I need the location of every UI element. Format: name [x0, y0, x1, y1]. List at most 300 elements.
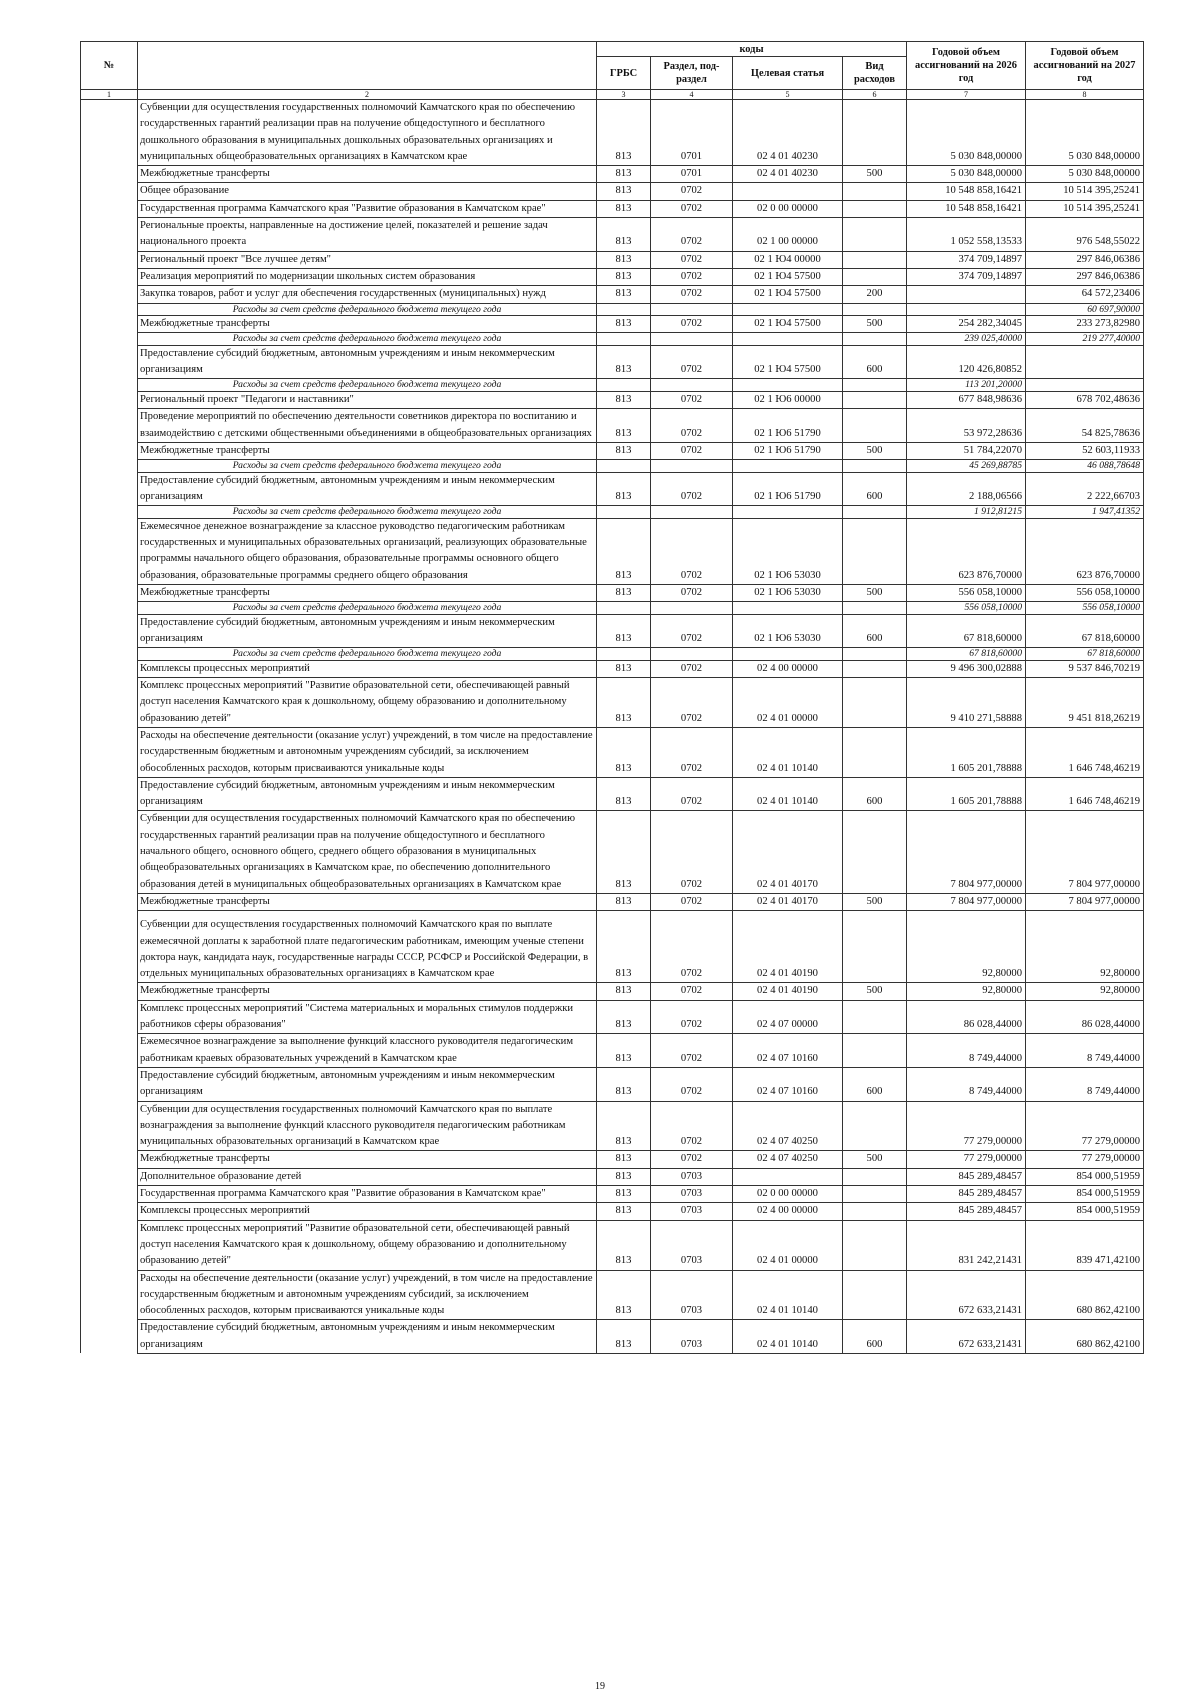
amount-2027: 8 749,44000 — [1026, 1034, 1144, 1068]
table-row — [81, 678, 1144, 728]
num-cell — [81, 1320, 138, 1354]
grbs-code: 813 — [597, 166, 651, 183]
amount-2027: 219 277,40000 — [1026, 333, 1144, 346]
section-code: 0702 — [651, 218, 733, 252]
table-row — [81, 409, 1144, 443]
expense-name: Субвенции для осуществления государственных полномочий Камчатского края по обеспечению государственных гарантий реализации прав на получение общедоступного и бесплатного дошкольного образования в муниципальных дошкольных образовательных организациях и муниципальных общеобразовательных организациях в Камчатском крае — [138, 100, 597, 166]
expense-type-code — [843, 100, 907, 166]
amount-2026: 845 289,48457 — [907, 1168, 1026, 1185]
amount-2026: 51 784,22070 — [907, 442, 1026, 459]
column-number: 4 — [651, 90, 733, 100]
target-article-code: 02 1 Ю4 57500 — [733, 316, 843, 333]
grbs-code — [597, 333, 651, 346]
amount-2026: 831 242,21431 — [907, 1220, 1026, 1270]
amount-2027: 54 825,78636 — [1026, 409, 1144, 443]
target-article-code: 02 4 07 40250 — [733, 1151, 843, 1168]
num-cell — [81, 460, 138, 473]
amount-2027: 1 646 748,46219 — [1026, 728, 1144, 778]
amount-2026: 374 709,14897 — [907, 251, 1026, 268]
section-code: 0702 — [651, 678, 733, 728]
section-code: 0702 — [651, 200, 733, 217]
amount-2027: 10 514 395,25241 — [1026, 200, 1144, 217]
expense-name: Государственная программа Камчатского края "Развитие образования в Камчатском крае" — [138, 200, 597, 217]
amount-2026: 9 410 271,58888 — [907, 678, 1026, 728]
table-row — [81, 1101, 1144, 1151]
amount-2026: 10 548 858,16421 — [907, 200, 1026, 217]
expense-type-code: 500 — [843, 166, 907, 183]
amount-2026: 67 818,60000 — [907, 648, 1026, 661]
expense-type-code — [843, 303, 907, 316]
grbs-code: 813 — [597, 409, 651, 443]
expense-name: Предоставление субсидий бюджетным, автономным учреждениям и иным некоммерческим организациям — [138, 1320, 597, 1354]
amount-2027: 86 028,44000 — [1026, 1000, 1144, 1034]
target-article-code: 02 4 01 10140 — [733, 777, 843, 811]
expense-type-code — [843, 218, 907, 252]
grbs-code: 813 — [597, 518, 651, 584]
amount-2027: 680 862,42100 — [1026, 1270, 1144, 1320]
expense-type-code: 500 — [843, 442, 907, 459]
amount-2026: 1 605 201,78888 — [907, 777, 1026, 811]
header-section: Раздел, под-раздел — [651, 57, 733, 90]
num-cell — [81, 100, 138, 166]
column-number: 7 — [907, 90, 1026, 100]
target-article-code — [733, 333, 843, 346]
expense-name: Региональный проект "Педагоги и наставники" — [138, 391, 597, 408]
expense-type-code: 500 — [843, 893, 907, 910]
target-article-code: 02 4 01 00000 — [733, 1220, 843, 1270]
expense-name: Реализация мероприятий по модернизации школьных систем образования — [138, 268, 597, 285]
expense-name: Региональные проекты, направленные на достижение целей, показателей и решение задач национального проекта — [138, 218, 597, 252]
expense-type-code — [843, 183, 907, 200]
amount-2027: 854 000,51959 — [1026, 1168, 1144, 1185]
table-body — [81, 100, 1144, 1354]
target-article-code: 02 1 Ю6 53030 — [733, 518, 843, 584]
expense-type-code — [843, 917, 907, 983]
table-row — [81, 1000, 1144, 1034]
target-article-code — [733, 460, 843, 473]
target-article-code: 02 1 Ю6 53030 — [733, 584, 843, 601]
expense-name: Расходы на обеспечение деятельности (оказание услуг) учреждений, в том числе на предоставление государственным бюджетным и автономным учреждениям субсидий, за исключением обособленных расходов, которым присваиваются уникальные коды — [138, 1270, 597, 1320]
section-code: 0702 — [651, 316, 733, 333]
expense-type-code — [843, 391, 907, 408]
amount-2026: 1 912,81215 — [907, 506, 1026, 519]
amount-2027: 678 702,48636 — [1026, 391, 1144, 408]
table-row — [81, 983, 1144, 1000]
amount-2027: 680 862,42100 — [1026, 1320, 1144, 1354]
table-row — [81, 200, 1144, 217]
header-codes: коды — [597, 42, 907, 57]
table-row — [81, 218, 1144, 252]
table-row — [81, 728, 1144, 778]
amount-2026: 556 058,10000 — [907, 602, 1026, 615]
num-cell — [81, 983, 138, 1000]
amount-2026 — [907, 286, 1026, 303]
section-code: 0702 — [651, 391, 733, 408]
amount-2026: 7 804 977,00000 — [907, 893, 1026, 910]
expense-type-code — [843, 200, 907, 217]
section-code: 0702 — [651, 345, 733, 379]
grbs-code: 813 — [597, 100, 651, 166]
amount-2027 — [1026, 345, 1144, 379]
amount-2027: 233 273,82980 — [1026, 316, 1144, 333]
header-vid: Вид расходов — [843, 57, 907, 90]
section-code: 0703 — [651, 1168, 733, 1185]
section-code: 0702 — [651, 268, 733, 285]
federal-budget-subrow — [81, 648, 1144, 661]
num-cell — [81, 602, 138, 615]
federal-budget-subrow — [81, 506, 1144, 519]
section-code: 0701 — [651, 166, 733, 183]
table-row — [81, 1203, 1144, 1220]
amount-2026: 623 876,70000 — [907, 518, 1026, 584]
expense-name: Межбюджетные трансферты — [138, 442, 597, 459]
expense-name: Расходы за счет средств федерального бюджета текущего года — [138, 602, 597, 615]
grbs-code — [597, 506, 651, 519]
num-cell — [81, 1067, 138, 1101]
target-article-code: 02 1 Ю6 51790 — [733, 472, 843, 506]
num-cell — [81, 893, 138, 910]
amount-2027: 10 514 395,25241 — [1026, 183, 1144, 200]
target-article-code — [733, 379, 843, 392]
target-article-code: 02 0 00 00000 — [733, 1186, 843, 1203]
expense-type-code: 600 — [843, 1067, 907, 1101]
amount-2027: 556 058,10000 — [1026, 602, 1144, 615]
expense-type-code: 600 — [843, 614, 907, 648]
table-row — [81, 286, 1144, 303]
section-code: 0702 — [651, 811, 733, 893]
expense-type-code — [843, 460, 907, 473]
target-article-code: 02 4 01 40190 — [733, 983, 843, 1000]
amount-2027: 7 804 977,00000 — [1026, 811, 1144, 893]
amount-2026: 677 848,98636 — [907, 391, 1026, 408]
expense-type-code: 600 — [843, 777, 907, 811]
grbs-code: 813 — [597, 1168, 651, 1185]
target-article-code: 02 1 Ю4 57500 — [733, 268, 843, 285]
section-code: 0702 — [651, 1034, 733, 1068]
num-cell — [81, 1220, 138, 1270]
amount-2027: 92,80000 — [1026, 983, 1144, 1000]
amount-2026: 7 804 977,00000 — [907, 811, 1026, 893]
section-code — [651, 303, 733, 316]
section-code — [651, 379, 733, 392]
amount-2027: 1 947,41352 — [1026, 506, 1144, 519]
grbs-code: 813 — [597, 1067, 651, 1101]
expense-type-code: 500 — [843, 983, 907, 1000]
num-cell — [81, 200, 138, 217]
expense-type-code — [843, 1203, 907, 1220]
target-article-code: 02 4 07 40250 — [733, 1101, 843, 1151]
target-article-code: 02 4 00 00000 — [733, 1203, 843, 1220]
header-name — [138, 42, 597, 90]
expense-name: Межбюджетные трансферты — [138, 166, 597, 183]
amount-2026: 845 289,48457 — [907, 1186, 1026, 1203]
num-cell — [81, 614, 138, 648]
section-code: 0703 — [651, 1203, 733, 1220]
section-code: 0702 — [651, 1151, 733, 1168]
amount-2026: 672 633,21431 — [907, 1320, 1026, 1354]
section-code: 0702 — [651, 1067, 733, 1101]
expense-name: Ежемесячное денежное вознаграждение за классное руководство педагогическим работникам государственных и муниципальных образовательных организаций, реализующих образовательные программы начального общего образования, образовательные программы основного общего образования, образовательные программы среднего общего образования — [138, 518, 597, 584]
amount-2027: 77 279,00000 — [1026, 1151, 1144, 1168]
amount-2026: 10 548 858,16421 — [907, 183, 1026, 200]
target-article-code: 02 1 Ю6 00000 — [733, 391, 843, 408]
target-article-code: 02 1 Ю4 57500 — [733, 345, 843, 379]
expense-name: Комплексы процессных мероприятий — [138, 660, 597, 677]
grbs-code: 813 — [597, 1034, 651, 1068]
amount-2027: 5 030 848,00000 — [1026, 100, 1144, 166]
amount-2027: 839 471,42100 — [1026, 1220, 1144, 1270]
table-row — [81, 1151, 1144, 1168]
amount-2026: 86 028,44000 — [907, 1000, 1026, 1034]
expense-name: Расходы за счет средств федерального бюджета текущего года — [138, 379, 597, 392]
section-code: 0702 — [651, 1000, 733, 1034]
target-article-code: 02 4 07 00000 — [733, 1000, 843, 1034]
section-code: 0702 — [651, 409, 733, 443]
expense-name: Расходы за счет средств федерального бюджета текущего года — [138, 333, 597, 346]
grbs-code: 813 — [597, 584, 651, 601]
grbs-code: 813 — [597, 777, 651, 811]
target-article-code: 02 4 01 10140 — [733, 728, 843, 778]
expense-name: Общее образование — [138, 183, 597, 200]
expense-type-code — [843, 1034, 907, 1068]
column-number: 2 — [138, 90, 597, 100]
target-article-code: 02 4 01 40170 — [733, 811, 843, 893]
target-article-code: 02 4 07 10160 — [733, 1034, 843, 1068]
column-numbers-row — [81, 90, 1144, 100]
federal-budget-subrow — [81, 303, 1144, 316]
num-cell — [81, 1034, 138, 1068]
table-row — [81, 777, 1144, 811]
expense-name: Расходы за счет средств федерального бюджета текущего года — [138, 648, 597, 661]
expense-name: Комплекс процессных мероприятий "Развитие образовательной сети, обеспечивающей равный доступ населения Камчатского края к дошкольному, общему образованию и дополнительному образованию детей" — [138, 678, 597, 728]
expense-type-code: 500 — [843, 1151, 907, 1168]
amount-2026: 672 633,21431 — [907, 1270, 1026, 1320]
expense-name: Предоставление субсидий бюджетным, автономным учреждениям и иным некоммерческим организациям — [138, 345, 597, 379]
expense-type-code — [843, 1270, 907, 1320]
num-cell — [81, 391, 138, 408]
table-row — [81, 811, 1144, 893]
expense-type-code — [843, 506, 907, 519]
expense-name: Предоставление субсидий бюджетным, автономным учреждениям и иным некоммерческим организациям — [138, 472, 597, 506]
table-row — [81, 1270, 1144, 1320]
section-code: 0702 — [651, 442, 733, 459]
section-code: 0702 — [651, 917, 733, 983]
section-code: 0701 — [651, 100, 733, 166]
amount-2027: 52 603,11933 — [1026, 442, 1144, 459]
amount-2027: 623 876,70000 — [1026, 518, 1144, 584]
grbs-code — [597, 602, 651, 615]
table-row — [81, 183, 1144, 200]
num-cell — [81, 286, 138, 303]
table-row — [81, 1220, 1144, 1270]
section-code: 0702 — [651, 518, 733, 584]
amount-2027: 60 697,90000 — [1026, 303, 1144, 316]
header-2027: Годовой объем ассигнований на 2027 год — [1026, 42, 1144, 90]
amount-2027: 5 030 848,00000 — [1026, 166, 1144, 183]
grbs-code: 813 — [597, 442, 651, 459]
expense-type-code — [843, 1101, 907, 1151]
grbs-code: 813 — [597, 1151, 651, 1168]
amount-2027: 64 572,23406 — [1026, 286, 1144, 303]
grbs-code: 813 — [597, 472, 651, 506]
table-header — [81, 42, 1144, 100]
expense-name: Дополнительное образование детей — [138, 1168, 597, 1185]
grbs-code: 813 — [597, 218, 651, 252]
num-cell — [81, 251, 138, 268]
amount-2027: 67 818,60000 — [1026, 614, 1144, 648]
num-cell — [81, 584, 138, 601]
expense-name: Комплекс процессных мероприятий "Развитие образовательной сети, обеспечивающей равный доступ населения Камчатского края к дошкольному, общему образованию и дополнительному образованию детей" — [138, 1220, 597, 1270]
grbs-code: 813 — [597, 251, 651, 268]
header-num: № — [81, 42, 138, 90]
expense-type-code — [843, 1186, 907, 1203]
target-article-code: 02 1 Ю6 51790 — [733, 442, 843, 459]
num-cell — [81, 518, 138, 584]
grbs-code: 813 — [597, 660, 651, 677]
target-article-code: 02 4 01 10140 — [733, 1270, 843, 1320]
expense-name: Субвенции для осуществления государственных полномочий Камчатского края по обеспечению государственных гарантий реализации прав на получение общедоступного и бесплатного начального общего, основного общего, среднего общего образования в муниципальных общеобразовательных организациях в Камчатском крае, по обеспечению дополнительного образования детей в муниципальных общеобразовательных организациях в Камчатском крае — [138, 811, 597, 893]
table-row — [81, 893, 1144, 910]
num-cell — [81, 728, 138, 778]
expense-type-code: 500 — [843, 584, 907, 601]
grbs-code: 813 — [597, 1203, 651, 1220]
target-article-code: 02 4 01 40190 — [733, 917, 843, 983]
expense-type-code: 600 — [843, 1320, 907, 1354]
grbs-code: 813 — [597, 286, 651, 303]
table-row — [81, 316, 1144, 333]
expense-type-code — [843, 678, 907, 728]
num-cell — [81, 506, 138, 519]
expense-name: Межбюджетные трансферты — [138, 316, 597, 333]
amount-2027: 92,80000 — [1026, 917, 1144, 983]
target-article-code: 02 4 01 00000 — [733, 678, 843, 728]
target-article-code: 02 4 01 10140 — [733, 1320, 843, 1354]
expense-name: Расходы на обеспечение деятельности (оказание услуг) учреждений, в том числе на предоставление государственным бюджетным и автономным учреждениям субсидий, за исключением обособленных расходов, которым присваиваются уникальные коды — [138, 728, 597, 778]
table-row — [81, 518, 1144, 584]
header-grbs: ГРБС — [597, 57, 651, 90]
expense-name: Межбюджетные трансферты — [138, 893, 597, 910]
amount-2026: 254 282,34045 — [907, 316, 1026, 333]
expense-name: Ежемесячное вознаграждение за выполнение функций классного руководителя педагогическим работникам краевых образовательных учреждений в Камчатском крае — [138, 1034, 597, 1068]
num-cell — [81, 1168, 138, 1185]
amount-2026: 845 289,48457 — [907, 1203, 1026, 1220]
target-article-code: 02 1 Ю4 57500 — [733, 286, 843, 303]
grbs-code: 813 — [597, 1320, 651, 1354]
target-article-code: 02 1 Ю6 51790 — [733, 409, 843, 443]
amount-2027: 556 058,10000 — [1026, 584, 1144, 601]
expense-type-code: 600 — [843, 472, 907, 506]
table-row — [81, 345, 1144, 379]
target-article-code: 02 4 01 40170 — [733, 893, 843, 910]
num-cell — [81, 268, 138, 285]
grbs-code: 813 — [597, 893, 651, 910]
section-code — [651, 460, 733, 473]
num-cell — [81, 379, 138, 392]
column-number: 3 — [597, 90, 651, 100]
section-code: 0702 — [651, 660, 733, 677]
num-cell — [81, 917, 138, 983]
target-article-code: 02 4 01 40230 — [733, 166, 843, 183]
grbs-code — [597, 460, 651, 473]
header-2026: Годовой объем ассигнований на 2026 год — [907, 42, 1026, 90]
table-row — [81, 442, 1144, 459]
target-article-code — [733, 1168, 843, 1185]
amount-2026: 67 818,60000 — [907, 614, 1026, 648]
num-cell — [81, 316, 138, 333]
expense-type-code — [843, 409, 907, 443]
amount-2026: 77 279,00000 — [907, 1151, 1026, 1168]
amount-2027: 976 548,55022 — [1026, 218, 1144, 252]
federal-budget-subrow — [81, 460, 1144, 473]
grbs-code: 813 — [597, 1220, 651, 1270]
expense-type-code — [843, 728, 907, 778]
target-article-code: 02 4 07 10160 — [733, 1067, 843, 1101]
expense-type-code — [843, 602, 907, 615]
expense-name: Субвенции для осуществления государственных полномочий Камчатского края по выплате вознаграждения за выполнение функций классного руководителя педагогическим работникам муниципальных образовательных организаций в Камчатском крае — [138, 1101, 597, 1151]
target-article-code — [733, 506, 843, 519]
num-cell — [81, 777, 138, 811]
amount-2027: 46 088,78648 — [1026, 460, 1144, 473]
amount-2026: 8 749,44000 — [907, 1034, 1026, 1068]
grbs-code — [597, 379, 651, 392]
section-code: 0702 — [651, 286, 733, 303]
expense-name: Расходы за счет средств федерального бюджета текущего года — [138, 506, 597, 519]
expense-name: Предоставление субсидий бюджетным, автономным учреждениям и иным некоммерческим организациям — [138, 1067, 597, 1101]
table-row — [81, 1320, 1144, 1354]
amount-2026: 92,80000 — [907, 983, 1026, 1000]
target-article-code: 02 4 00 00000 — [733, 660, 843, 677]
expense-name: Межбюджетные трансферты — [138, 584, 597, 601]
target-article-code — [733, 183, 843, 200]
page-number: 19 — [595, 1681, 605, 1692]
section-code: 0703 — [651, 1220, 733, 1270]
section-code: 0702 — [651, 777, 733, 811]
section-code: 0702 — [651, 1101, 733, 1151]
amount-2026: 9 496 300,02888 — [907, 660, 1026, 677]
expense-name: Региональный проект "Все лучшее детям" — [138, 251, 597, 268]
num-cell — [81, 166, 138, 183]
section-code: 0702 — [651, 584, 733, 601]
section-code — [651, 602, 733, 615]
grbs-code: 813 — [597, 183, 651, 200]
amount-2027: 297 846,06386 — [1026, 251, 1144, 268]
amount-2026: 77 279,00000 — [907, 1101, 1026, 1151]
amount-2027: 7 804 977,00000 — [1026, 893, 1144, 910]
expense-name: Межбюджетные трансферты — [138, 1151, 597, 1168]
num-cell — [81, 442, 138, 459]
budget-table-page — [80, 41, 1140, 1354]
num-cell — [81, 183, 138, 200]
amount-2027: 854 000,51959 — [1026, 1186, 1144, 1203]
section-code — [651, 506, 733, 519]
target-article-code: 02 4 01 40230 — [733, 100, 843, 166]
amount-2026: 45 269,88785 — [907, 460, 1026, 473]
expense-type-code: 500 — [843, 316, 907, 333]
expense-name: Предоставление субсидий бюджетным, автономным учреждениям и иным некоммерческим организациям — [138, 777, 597, 811]
num-cell — [81, 678, 138, 728]
amount-2026: 113 201,20000 — [907, 379, 1026, 392]
section-code: 0702 — [651, 472, 733, 506]
grbs-code: 813 — [597, 1270, 651, 1320]
section-code: 0702 — [651, 728, 733, 778]
amount-2027: 67 818,60000 — [1026, 648, 1144, 661]
header-target: Целевая статья — [733, 57, 843, 90]
num-cell — [81, 1151, 138, 1168]
amount-2026: 120 426,80852 — [907, 345, 1026, 379]
column-number: 8 — [1026, 90, 1144, 100]
expense-type-code — [843, 379, 907, 392]
section-code — [651, 648, 733, 661]
